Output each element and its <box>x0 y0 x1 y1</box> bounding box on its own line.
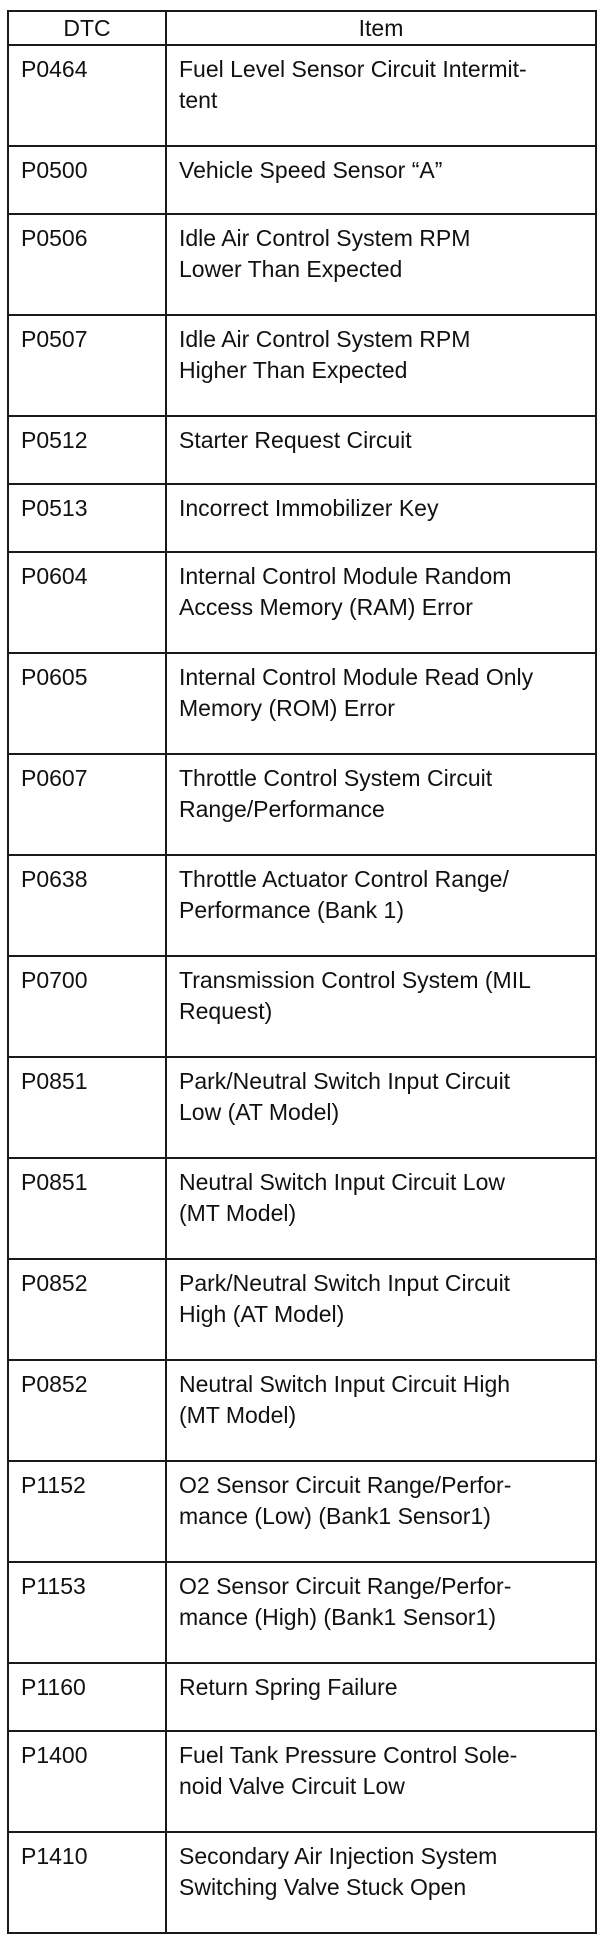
header-dtc: DTC <box>8 11 166 45</box>
table-row <box>8 484 596 552</box>
dtc-table <box>7 10 597 1934</box>
table-row <box>8 1461 596 1562</box>
dtc-code: P1152 <box>8 1461 166 1562</box>
dtc-code: P0852 <box>8 1360 166 1461</box>
table-row <box>8 214 596 315</box>
dtc-code: P0851 <box>8 1158 166 1259</box>
dtc-description: Idle Air Control System RPM Lower Than Expected <box>166 214 596 315</box>
table-row <box>8 1057 596 1158</box>
dtc-description: Park/Neutral Switch Input Circuit High (AT Model) <box>166 1259 596 1360</box>
dtc-code: P0700 <box>8 956 166 1057</box>
table-row <box>8 1259 596 1360</box>
dtc-description: Neutral Switch Input Circuit Low (MT Model) <box>166 1158 596 1259</box>
table-row <box>8 315 596 416</box>
dtc-code: P0605 <box>8 653 166 754</box>
dtc-description: Internal Control Module Random Access Memory (RAM) Error <box>166 552 596 653</box>
table-row <box>8 416 596 484</box>
table-row <box>8 1663 596 1731</box>
dtc-description: O2 Sensor Circuit Range/Perfor- mance (High) (Bank1 Sensor1) <box>166 1562 596 1663</box>
table-row <box>8 855 596 956</box>
table-row <box>8 1731 596 1832</box>
dtc-description: Neutral Switch Input Circuit High (MT Model) <box>166 1360 596 1461</box>
dtc-code: P0638 <box>8 855 166 956</box>
dtc-description: Starter Request Circuit <box>166 416 596 484</box>
dtc-code: P0464 <box>8 45 166 146</box>
dtc-code: P0506 <box>8 214 166 315</box>
dtc-description: Fuel Tank Pressure Control Sole- noid Valve Circuit Low <box>166 1731 596 1832</box>
table-row <box>8 653 596 754</box>
dtc-description: Internal Control Module Read Only Memory (ROM) Error <box>166 653 596 754</box>
header-item: Item <box>166 11 596 45</box>
table-row <box>8 146 596 214</box>
dtc-description: Vehicle Speed Sensor “A” <box>166 146 596 214</box>
dtc-description: Secondary Air Injection System Switching Valve Stuck Open <box>166 1832 596 1933</box>
table-row <box>8 552 596 653</box>
dtc-description: Fuel Level Sensor Circuit Intermit- tent <box>166 45 596 146</box>
table-row <box>8 1360 596 1461</box>
dtc-code: P0513 <box>8 484 166 552</box>
table-row <box>8 1832 596 1933</box>
table-row <box>8 45 596 146</box>
dtc-description: Idle Air Control System RPM Higher Than Expected <box>166 315 596 416</box>
dtc-code: P0500 <box>8 146 166 214</box>
dtc-description: O2 Sensor Circuit Range/Perfor- mance (Low) (Bank1 Sensor1) <box>166 1461 596 1562</box>
dtc-description: Throttle Actuator Control Range/ Performance (Bank 1) <box>166 855 596 956</box>
dtc-code: P1153 <box>8 1562 166 1663</box>
dtc-description: Throttle Control System Circuit Range/Performance <box>166 754 596 855</box>
table-row <box>8 1562 596 1663</box>
dtc-description: Transmission Control System (MIL Request) <box>166 956 596 1057</box>
dtc-description: Incorrect Immobilizer Key <box>166 484 596 552</box>
dtc-code: P1160 <box>8 1663 166 1731</box>
header-row <box>8 11 596 45</box>
table-row <box>8 1158 596 1259</box>
dtc-code: P1410 <box>8 1832 166 1933</box>
table-row <box>8 754 596 855</box>
dtc-description: Return Spring Failure <box>166 1663 596 1731</box>
dtc-code: P0852 <box>8 1259 166 1360</box>
dtc-code: P0507 <box>8 315 166 416</box>
dtc-code: P1400 <box>8 1731 166 1832</box>
table-row <box>8 956 596 1057</box>
dtc-code: P0607 <box>8 754 166 855</box>
dtc-code: P0512 <box>8 416 166 484</box>
dtc-code: P0604 <box>8 552 166 653</box>
dtc-code: P0851 <box>8 1057 166 1158</box>
dtc-description: Park/Neutral Switch Input Circuit Low (AT Model) <box>166 1057 596 1158</box>
